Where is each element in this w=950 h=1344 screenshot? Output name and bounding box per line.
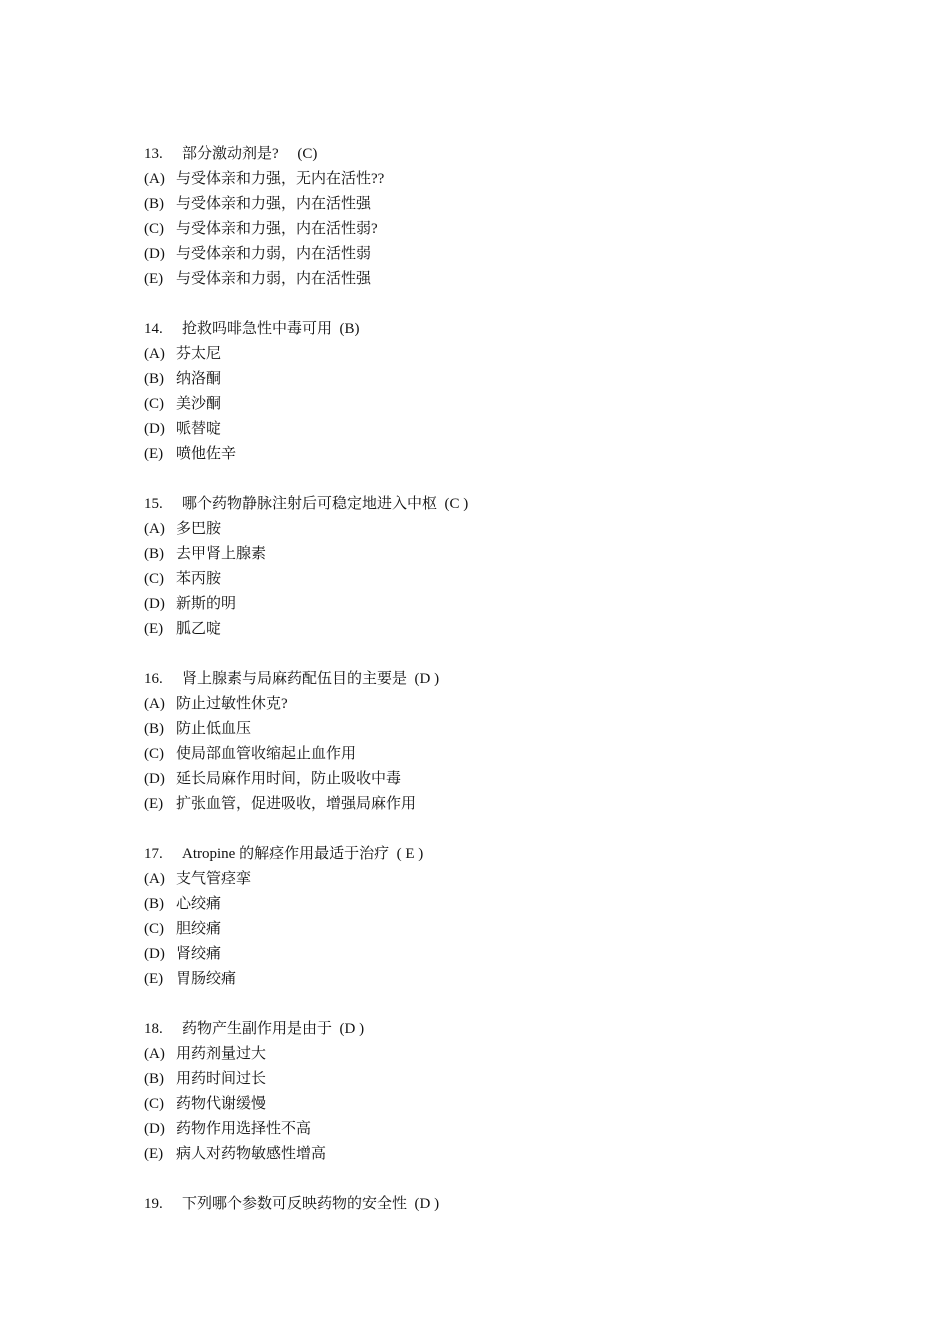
option-b xyxy=(144,717,844,742)
option-b xyxy=(144,1067,844,1092)
option-a xyxy=(144,867,844,892)
option-key: (D) xyxy=(144,1121,165,1137)
option-text: 与受体亲和力强，内在活性弱? xyxy=(176,221,378,237)
question-number: 16. xyxy=(144,671,163,687)
option-key: (B) xyxy=(144,196,164,212)
question-text: 肾上腺素与局麻药配伍目的主要是 (D ) xyxy=(182,671,440,687)
option-text: 去甲肾上腺素 xyxy=(176,546,267,562)
question-13 xyxy=(144,142,844,292)
option-text: 防止过敏性休克? xyxy=(176,696,288,712)
option-e xyxy=(144,1142,844,1167)
option-key: (B) xyxy=(144,1071,164,1087)
question-number: 19. xyxy=(144,1196,163,1212)
option-key: (C) xyxy=(144,396,164,412)
option-key: (A) xyxy=(144,521,165,537)
option-d xyxy=(144,242,844,267)
option-a xyxy=(144,692,844,717)
question-stem xyxy=(144,142,844,167)
option-c xyxy=(144,392,844,417)
option-e xyxy=(144,442,844,467)
option-text: 新斯的明 xyxy=(176,596,237,612)
question-text: 药物产生副作用是由于 (D ) xyxy=(182,1021,365,1037)
option-text: 支气管痉挛 xyxy=(176,871,252,887)
option-b xyxy=(144,192,844,217)
option-text: 使局部血管收缩起止血作用 xyxy=(176,746,357,762)
option-d xyxy=(144,592,844,617)
option-key: (E) xyxy=(144,621,164,637)
question-17 xyxy=(144,842,844,992)
option-text: 苯丙胺 xyxy=(176,571,222,587)
option-text: 扩张血管，促进吸收，增强局麻作用 xyxy=(176,796,417,812)
question-stem xyxy=(144,667,844,692)
option-text: 胆绞痛 xyxy=(176,921,222,937)
option-text: 用药剂量过大 xyxy=(176,1046,267,1062)
option-text: 与受体亲和力弱，内在活性强 xyxy=(176,271,372,287)
option-c xyxy=(144,217,844,242)
option-text: 病人对药物敏感性增高 xyxy=(176,1146,327,1162)
option-text: 药物代谢缓慢 xyxy=(176,1096,267,1112)
option-text: 与受体亲和力弱，内在活性弱 xyxy=(176,246,372,262)
question-stem xyxy=(144,842,844,867)
option-text: 芬太尼 xyxy=(176,346,222,362)
question-number: 14. xyxy=(144,321,163,337)
option-text: 心绞痛 xyxy=(176,896,222,912)
option-b xyxy=(144,367,844,392)
option-key: (A) xyxy=(144,346,165,362)
question-text: 哪个药物静脉注射后可稳定地进入中枢 (C ) xyxy=(182,496,469,512)
option-text: 防止低血压 xyxy=(176,721,252,737)
question-14 xyxy=(144,317,844,467)
option-c xyxy=(144,1092,844,1117)
option-key: (B) xyxy=(144,896,164,912)
option-key: (D) xyxy=(144,596,165,612)
option-key: (B) xyxy=(144,721,164,737)
option-e xyxy=(144,267,844,292)
option-c xyxy=(144,917,844,942)
option-text: 哌替啶 xyxy=(176,421,222,437)
question-stem xyxy=(144,1192,844,1217)
option-c xyxy=(144,567,844,592)
question-stem xyxy=(144,317,844,342)
option-key: (E) xyxy=(144,796,164,812)
question-stem xyxy=(144,492,844,517)
option-d xyxy=(144,767,844,792)
option-key: (A) xyxy=(144,1046,165,1062)
option-a xyxy=(144,342,844,367)
option-text: 胍乙啶 xyxy=(176,621,222,637)
option-text: 延长局麻作用时间，防止吸收中毒 xyxy=(176,771,402,787)
question-18 xyxy=(144,1017,844,1167)
option-b xyxy=(144,892,844,917)
option-text: 药物作用选择性不高 xyxy=(176,1121,312,1137)
option-text: 纳洛酮 xyxy=(176,371,222,387)
option-key: (D) xyxy=(144,246,165,262)
option-text: 美沙酮 xyxy=(176,396,222,412)
option-d xyxy=(144,417,844,442)
option-text: 喷他佐辛 xyxy=(176,446,237,462)
question-16 xyxy=(144,667,844,817)
option-key: (C) xyxy=(144,571,164,587)
question-number: 13. xyxy=(144,146,163,162)
option-a xyxy=(144,517,844,542)
option-text: 与受体亲和力强，无内在活性?? xyxy=(176,171,385,187)
question-stem xyxy=(144,1017,844,1042)
option-text: 与受体亲和力强，内在活性强 xyxy=(176,196,372,212)
question-text: 部分激动剂是? (C) xyxy=(182,146,318,162)
option-key: (B) xyxy=(144,546,164,562)
option-key: (E) xyxy=(144,1146,164,1162)
option-key: (B) xyxy=(144,371,164,387)
option-key: (A) xyxy=(144,171,165,187)
question-text: Atropine 的解痉作用最适于治疗 ( E ) xyxy=(182,846,424,862)
option-key: (E) xyxy=(144,446,164,462)
option-d xyxy=(144,942,844,967)
option-key: (C) xyxy=(144,1096,164,1112)
question-text: 抢救吗啡急性中毒可用 (B) xyxy=(182,321,360,337)
option-a xyxy=(144,167,844,192)
option-key: (A) xyxy=(144,696,165,712)
question-15 xyxy=(144,492,844,642)
option-key: (D) xyxy=(144,946,165,962)
option-b xyxy=(144,542,844,567)
question-number: 18. xyxy=(144,1021,163,1037)
question-number: 15. xyxy=(144,496,163,512)
option-key: (C) xyxy=(144,746,164,762)
option-key: (D) xyxy=(144,771,165,787)
option-key: (A) xyxy=(144,871,165,887)
question-number: 17. xyxy=(144,846,163,862)
option-c xyxy=(144,742,844,767)
question-list xyxy=(144,142,844,1242)
option-d xyxy=(144,1117,844,1142)
option-a xyxy=(144,1042,844,1067)
question-19 xyxy=(144,1192,844,1217)
option-key: (D) xyxy=(144,421,165,437)
option-text: 多巴胺 xyxy=(176,521,222,537)
option-key: (E) xyxy=(144,271,164,287)
option-e xyxy=(144,617,844,642)
option-text: 用药时间过长 xyxy=(176,1071,267,1087)
option-key: (E) xyxy=(144,971,164,987)
option-e xyxy=(144,792,844,817)
option-key: (C) xyxy=(144,221,164,237)
option-text: 胃肠绞痛 xyxy=(176,971,237,987)
option-text: 肾绞痛 xyxy=(176,946,222,962)
option-e xyxy=(144,967,844,992)
question-text: 下列哪个参数可反映药物的安全性 (D ) xyxy=(182,1196,440,1212)
option-key: (C) xyxy=(144,921,164,937)
